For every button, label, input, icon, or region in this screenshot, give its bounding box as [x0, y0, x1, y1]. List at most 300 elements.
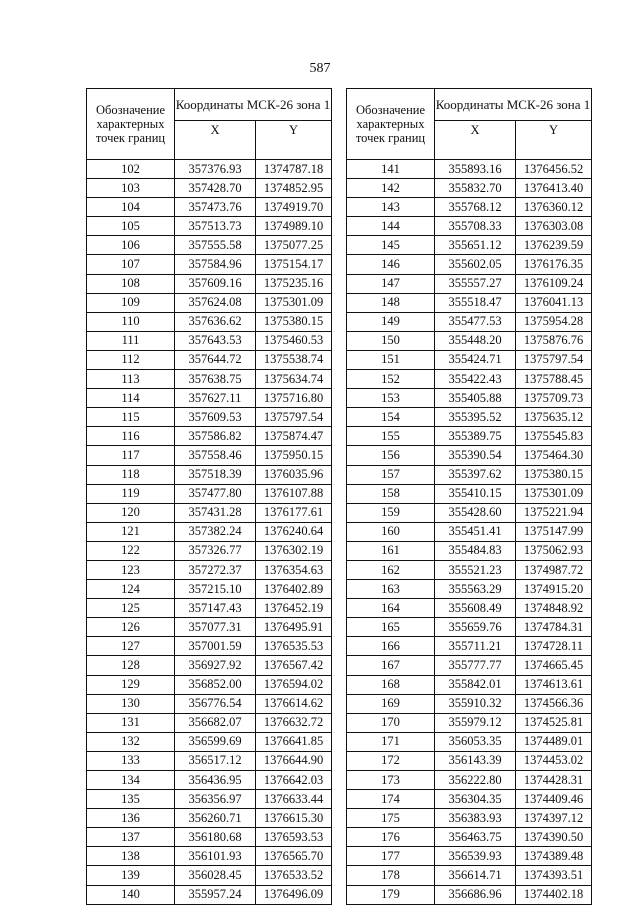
cell-point-number: 136	[87, 809, 175, 828]
cell-y: 1374989.10	[256, 217, 332, 236]
cell-y: 1375380.15	[256, 312, 332, 331]
cell-y: 1376360.12	[516, 198, 592, 217]
table-row	[347, 809, 592, 828]
cell-y: 1374489.01	[516, 732, 592, 751]
cell-x: 357147.43	[175, 599, 256, 618]
cell-x: 356927.92	[175, 656, 256, 675]
table-row	[87, 618, 332, 637]
table-row	[87, 885, 332, 904]
cell-point-number: 129	[87, 675, 175, 694]
coordinates-table-left	[86, 88, 332, 905]
cell-point-number: 132	[87, 732, 175, 751]
page-number: 587	[309, 61, 331, 76]
cell-y: 1376240.64	[256, 522, 332, 541]
cell-point-number: 123	[87, 560, 175, 579]
cell-y: 1376567.42	[256, 656, 332, 675]
table-row	[87, 599, 332, 618]
table-row	[347, 560, 592, 579]
table-row	[347, 866, 592, 885]
cell-point-number: 170	[347, 713, 435, 732]
cell-x: 355659.76	[435, 618, 516, 637]
cell-x: 356143.39	[435, 751, 516, 770]
cell-point-number: 140	[87, 885, 175, 904]
table-row	[347, 771, 592, 790]
cell-y: 1375538.74	[256, 350, 332, 369]
cell-point-number: 161	[347, 541, 435, 560]
cell-y: 1375154.17	[256, 255, 332, 274]
header-y: Y	[256, 121, 332, 160]
table-row	[87, 771, 332, 790]
cell-point-number: 108	[87, 274, 175, 293]
table-row	[347, 446, 592, 465]
cell-x: 355893.16	[435, 160, 516, 179]
cell-x: 355451.41	[435, 522, 516, 541]
cell-x: 357326.77	[175, 541, 256, 560]
cell-x: 356852.00	[175, 675, 256, 694]
table-row	[347, 885, 592, 904]
cell-x: 357376.93	[175, 160, 256, 179]
table-row	[347, 694, 592, 713]
cell-y: 1376413.40	[516, 179, 592, 198]
cell-point-number: 164	[347, 599, 435, 618]
cell-x: 356356.97	[175, 790, 256, 809]
cell-y: 1374389.48	[516, 847, 592, 866]
table-row	[347, 828, 592, 847]
cell-x: 355777.77	[435, 656, 516, 675]
cell-y: 1376452.19	[256, 599, 332, 618]
cell-point-number: 148	[347, 293, 435, 312]
table-row	[347, 236, 592, 255]
cell-x: 355390.54	[435, 446, 516, 465]
cell-y: 1375797.54	[256, 408, 332, 427]
cell-x: 357077.31	[175, 618, 256, 637]
table-row	[347, 503, 592, 522]
cell-y: 1374987.72	[516, 560, 592, 579]
cell-x: 356517.12	[175, 751, 256, 770]
table-row	[87, 427, 332, 446]
cell-point-number: 124	[87, 580, 175, 599]
cell-point-number: 133	[87, 751, 175, 770]
cell-x: 357431.28	[175, 503, 256, 522]
cell-x: 357428.70	[175, 179, 256, 198]
cell-point-number: 131	[87, 713, 175, 732]
header-coordinates-group: Координаты МСК-26 зона 1	[435, 89, 592, 121]
table-row	[87, 179, 332, 198]
cell-y: 1376035.96	[256, 465, 332, 484]
cell-point-number: 141	[347, 160, 435, 179]
cell-x: 357609.53	[175, 408, 256, 427]
cell-point-number: 157	[347, 465, 435, 484]
header-x: X	[435, 121, 516, 160]
cell-x: 357638.75	[175, 370, 256, 389]
cell-point-number: 175	[347, 809, 435, 828]
cell-point-number: 103	[87, 179, 175, 198]
cell-y: 1376533.52	[256, 866, 332, 885]
cell-x: 356053.35	[435, 732, 516, 751]
cell-y: 1375716.80	[256, 389, 332, 408]
cell-x: 356383.93	[435, 809, 516, 828]
cell-y: 1376593.53	[256, 828, 332, 847]
cell-point-number: 107	[87, 255, 175, 274]
cell-y: 1376615.30	[256, 809, 332, 828]
table-row	[347, 370, 592, 389]
cell-y: 1376402.89	[256, 580, 332, 599]
cell-point-number: 149	[347, 312, 435, 331]
cell-x: 357644.72	[175, 350, 256, 369]
table-row	[87, 656, 332, 675]
table-row	[347, 580, 592, 599]
table-row	[87, 809, 332, 828]
cell-x: 355405.88	[435, 389, 516, 408]
cell-x: 355910.32	[435, 694, 516, 713]
table-row	[87, 236, 332, 255]
cell-y: 1376239.59	[516, 236, 592, 255]
cell-x: 356260.71	[175, 809, 256, 828]
table-row	[87, 560, 332, 579]
cell-y: 1376632.72	[256, 713, 332, 732]
table-row	[347, 637, 592, 656]
cell-point-number: 125	[87, 599, 175, 618]
cell-point-number: 174	[347, 790, 435, 809]
cell-x: 356539.93	[435, 847, 516, 866]
table-row	[347, 790, 592, 809]
cell-y: 1375301.09	[256, 293, 332, 312]
cell-x: 356614.71	[435, 866, 516, 885]
cell-x: 355557.27	[435, 274, 516, 293]
cell-x: 357518.39	[175, 465, 256, 484]
cell-point-number: 147	[347, 274, 435, 293]
cell-point-number: 146	[347, 255, 435, 274]
cell-y: 1375635.12	[516, 408, 592, 427]
cell-point-number: 127	[87, 637, 175, 656]
cell-point-number: 121	[87, 522, 175, 541]
cell-y: 1374613.61	[516, 675, 592, 694]
cell-y: 1374728.11	[516, 637, 592, 656]
cell-x: 357215.10	[175, 580, 256, 599]
cell-point-number: 126	[87, 618, 175, 637]
table-row	[87, 503, 332, 522]
cell-x: 355410.15	[435, 484, 516, 503]
cell-y: 1376614.62	[256, 694, 332, 713]
cell-y: 1375709.73	[516, 389, 592, 408]
table-row	[347, 847, 592, 866]
cell-y: 1374915.20	[516, 580, 592, 599]
table-row	[87, 866, 332, 885]
cell-y: 1376302.19	[256, 541, 332, 560]
cell-y: 1375235.16	[256, 274, 332, 293]
table-row	[87, 255, 332, 274]
table-row	[87, 331, 332, 350]
cell-point-number: 116	[87, 427, 175, 446]
cell-point-number: 166	[347, 637, 435, 656]
cell-x: 355608.49	[435, 599, 516, 618]
table-row	[87, 370, 332, 389]
cell-y: 1376594.02	[256, 675, 332, 694]
cell-y: 1374390.50	[516, 828, 592, 847]
cell-y: 1374402.18	[516, 885, 592, 904]
cell-y: 1375874.47	[256, 427, 332, 446]
cell-x: 357001.59	[175, 637, 256, 656]
cell-x: 356776.54	[175, 694, 256, 713]
cell-y: 1376633.44	[256, 790, 332, 809]
cell-y: 1376496.09	[256, 885, 332, 904]
cell-x: 355395.52	[435, 408, 516, 427]
cell-x: 355422.43	[435, 370, 516, 389]
table-row	[347, 217, 592, 236]
cell-y: 1374919.70	[256, 198, 332, 217]
table-row	[347, 408, 592, 427]
cell-x: 355389.75	[435, 427, 516, 446]
cell-x: 357477.80	[175, 484, 256, 503]
cell-x: 357513.73	[175, 217, 256, 236]
cell-y: 1376107.88	[256, 484, 332, 503]
cell-point-number: 139	[87, 866, 175, 885]
cell-point-number: 160	[347, 522, 435, 541]
cell-point-number: 178	[347, 866, 435, 885]
table-row	[347, 312, 592, 331]
cell-x: 357555.58	[175, 236, 256, 255]
table-row	[87, 675, 332, 694]
cell-y: 1374566.36	[516, 694, 592, 713]
header-point-designation: Обозначение характерных точек границ	[347, 89, 435, 160]
cell-x: 355979.12	[435, 713, 516, 732]
cell-y: 1376041.13	[516, 293, 592, 312]
cell-x: 355424.71	[435, 350, 516, 369]
cell-x: 357272.37	[175, 560, 256, 579]
table-row	[347, 541, 592, 560]
cell-y: 1376641.85	[256, 732, 332, 751]
cell-point-number: 105	[87, 217, 175, 236]
cell-point-number: 106	[87, 236, 175, 255]
cell-x: 356304.35	[435, 790, 516, 809]
table-row	[87, 828, 332, 847]
cell-x: 355397.62	[435, 465, 516, 484]
cell-y: 1374428.31	[516, 771, 592, 790]
header-coordinates-group: Координаты МСК-26 зона 1	[175, 89, 332, 121]
table-body	[87, 160, 332, 905]
cell-y: 1376495.91	[256, 618, 332, 637]
table-row	[87, 732, 332, 751]
cell-point-number: 102	[87, 160, 175, 179]
cell-x: 356682.07	[175, 713, 256, 732]
table-row	[87, 694, 332, 713]
table-row	[347, 599, 592, 618]
cell-y: 1374525.81	[516, 713, 592, 732]
table-row	[347, 389, 592, 408]
cell-y: 1375634.74	[256, 370, 332, 389]
cell-x: 357609.16	[175, 274, 256, 293]
cell-y: 1375460.53	[256, 331, 332, 350]
cell-x: 355842.01	[435, 675, 516, 694]
cell-x: 356599.69	[175, 732, 256, 751]
header-point-designation: Обозначение характерных точек границ	[87, 89, 175, 160]
cell-point-number: 155	[347, 427, 435, 446]
cell-x: 357624.08	[175, 293, 256, 312]
cell-x: 356686.96	[435, 885, 516, 904]
table-row	[347, 427, 592, 446]
cell-point-number: 130	[87, 694, 175, 713]
cell-y: 1376354.63	[256, 560, 332, 579]
cell-point-number: 171	[347, 732, 435, 751]
cell-x: 355957.24	[175, 885, 256, 904]
table-row	[87, 198, 332, 217]
table-row	[347, 713, 592, 732]
cell-x: 355484.83	[435, 541, 516, 560]
table-row	[347, 350, 592, 369]
cell-y: 1374784.31	[516, 618, 592, 637]
table-row	[347, 751, 592, 770]
coordinates-table-right	[346, 88, 592, 905]
cell-point-number: 154	[347, 408, 435, 427]
table-row	[87, 847, 332, 866]
cell-point-number: 167	[347, 656, 435, 675]
cell-point-number: 145	[347, 236, 435, 255]
cell-y: 1375380.15	[516, 465, 592, 484]
table-row	[87, 522, 332, 541]
cell-y: 1376644.90	[256, 751, 332, 770]
cell-point-number: 110	[87, 312, 175, 331]
cell-y: 1376176.35	[516, 255, 592, 274]
header-y: Y	[516, 121, 592, 160]
cell-y: 1376565.70	[256, 847, 332, 866]
cell-x: 357627.11	[175, 389, 256, 408]
cell-y: 1374393.51	[516, 866, 592, 885]
cell-y: 1375797.54	[516, 350, 592, 369]
cell-x: 357636.62	[175, 312, 256, 331]
table-row	[347, 160, 592, 179]
cell-point-number: 109	[87, 293, 175, 312]
cell-y: 1376456.52	[516, 160, 592, 179]
cell-y: 1375950.15	[256, 446, 332, 465]
table-row	[347, 274, 592, 293]
cell-y: 1375464.30	[516, 446, 592, 465]
table-row	[87, 790, 332, 809]
table-row	[87, 312, 332, 331]
cell-y: 1375147.99	[516, 522, 592, 541]
cell-y: 1376642.03	[256, 771, 332, 790]
cell-x: 356028.45	[175, 866, 256, 885]
cell-x: 355832.70	[435, 179, 516, 198]
cell-y: 1376303.08	[516, 217, 592, 236]
cell-point-number: 119	[87, 484, 175, 503]
cell-point-number: 172	[347, 751, 435, 770]
cell-y: 1375788.45	[516, 370, 592, 389]
cell-x: 355448.20	[435, 331, 516, 350]
cell-point-number: 163	[347, 580, 435, 599]
table-row	[87, 389, 332, 408]
table-row	[347, 293, 592, 312]
cell-x: 355518.47	[435, 293, 516, 312]
cell-x: 355602.05	[435, 255, 516, 274]
table-row	[87, 541, 332, 560]
cell-x: 357382.24	[175, 522, 256, 541]
cell-y: 1375954.28	[516, 312, 592, 331]
cell-y: 1374848.92	[516, 599, 592, 618]
table-row	[87, 751, 332, 770]
table-row	[347, 331, 592, 350]
table-row	[347, 675, 592, 694]
cell-x: 355711.21	[435, 637, 516, 656]
cell-point-number: 152	[347, 370, 435, 389]
table-row	[347, 484, 592, 503]
cell-y: 1374397.12	[516, 809, 592, 828]
cell-y: 1374787.18	[256, 160, 332, 179]
cell-point-number: 168	[347, 675, 435, 694]
cell-y: 1374453.02	[516, 751, 592, 770]
cell-point-number: 176	[347, 828, 435, 847]
cell-y: 1375077.25	[256, 236, 332, 255]
cell-point-number: 135	[87, 790, 175, 809]
table-body	[347, 160, 592, 905]
cell-x: 356180.68	[175, 828, 256, 847]
cell-point-number: 137	[87, 828, 175, 847]
cell-x: 357473.76	[175, 198, 256, 217]
cell-point-number: 150	[347, 331, 435, 350]
cell-x: 356222.80	[435, 771, 516, 790]
cell-x: 357584.96	[175, 255, 256, 274]
cell-y: 1374665.45	[516, 656, 592, 675]
cell-x: 355477.53	[435, 312, 516, 331]
cell-point-number: 169	[347, 694, 435, 713]
cell-point-number: 128	[87, 656, 175, 675]
cell-y: 1376109.24	[516, 274, 592, 293]
cell-y: 1375545.83	[516, 427, 592, 446]
cell-y: 1375221.94	[516, 503, 592, 522]
cell-point-number: 144	[347, 217, 435, 236]
cell-point-number: 138	[87, 847, 175, 866]
cell-x: 355651.12	[435, 236, 516, 255]
cell-x: 355521.23	[435, 560, 516, 579]
table-row	[87, 637, 332, 656]
table-row	[87, 408, 332, 427]
table-row	[347, 198, 592, 217]
table-row	[87, 160, 332, 179]
table-row	[347, 522, 592, 541]
cell-y: 1375062.93	[516, 541, 592, 560]
table-row	[347, 465, 592, 484]
cell-y: 1376177.61	[256, 503, 332, 522]
cell-point-number: 118	[87, 465, 175, 484]
table-row	[87, 713, 332, 732]
table-row	[347, 179, 592, 198]
table-row	[87, 293, 332, 312]
table-row	[87, 580, 332, 599]
cell-point-number: 153	[347, 389, 435, 408]
cell-point-number: 159	[347, 503, 435, 522]
cell-point-number: 122	[87, 541, 175, 560]
header-x: X	[175, 121, 256, 160]
cell-x: 355428.60	[435, 503, 516, 522]
table-row	[87, 217, 332, 236]
cell-point-number: 113	[87, 370, 175, 389]
cell-point-number: 120	[87, 503, 175, 522]
cell-x: 355768.12	[435, 198, 516, 217]
cell-x: 356436.95	[175, 771, 256, 790]
cell-point-number: 158	[347, 484, 435, 503]
cell-point-number: 111	[87, 331, 175, 350]
cell-point-number: 117	[87, 446, 175, 465]
cell-y: 1376535.53	[256, 637, 332, 656]
cell-point-number: 143	[347, 198, 435, 217]
cell-point-number: 165	[347, 618, 435, 637]
cell-y: 1374852.95	[256, 179, 332, 198]
cell-x: 355563.29	[435, 580, 516, 599]
cell-point-number: 115	[87, 408, 175, 427]
cell-point-number: 156	[347, 446, 435, 465]
cell-point-number: 134	[87, 771, 175, 790]
cell-x: 357643.53	[175, 331, 256, 350]
cell-y: 1375301.09	[516, 484, 592, 503]
